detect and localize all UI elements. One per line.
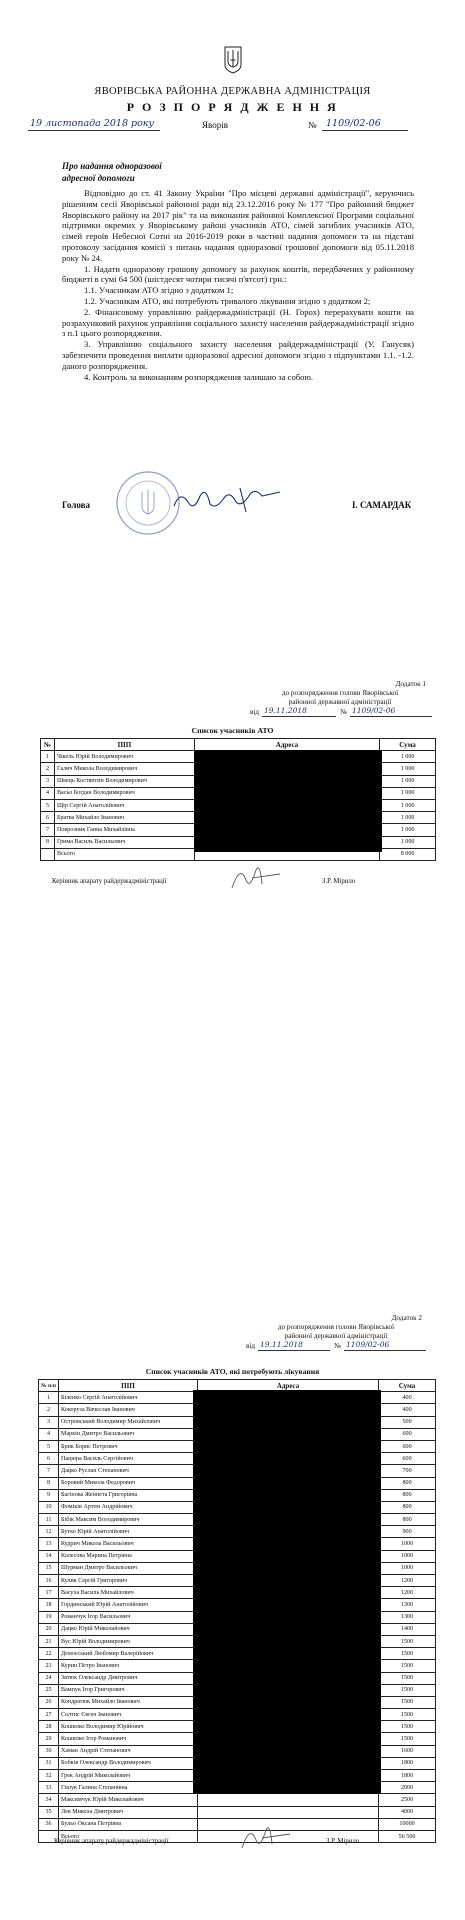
table-row [39,1794,436,1806]
row-name: Курин Петро Іванович [59,1660,198,1672]
appendix-2-title: Список учасників АТО, які потребують лікування [145,1367,320,1376]
column-header-name: ПІП [59,1380,198,1392]
order-subject [62,160,162,184]
appendix-1-date-underline [262,716,336,717]
subject-line-1: Про надання одноразової [62,161,162,171]
row-name: Багінова Женнета Григорівна [59,1489,198,1501]
appendix-2-label: Додаток 2 [391,1314,422,1322]
row-sum: 1300 [379,1611,436,1623]
row-number: 7 [39,1465,59,1477]
row-sum: 2500 [379,1794,436,1806]
row-number: 8 [41,836,55,848]
total-empty-cell [41,848,55,860]
row-number: 10 [39,1501,59,1513]
appendix-2-signature-icon [236,1822,296,1852]
column-header-sum: Сума [380,739,436,751]
column-header-address: Адреса [197,1380,378,1392]
row-name: Бібік Максим Володимирович [59,1514,198,1526]
row-name: Кошилко Володимир Юрійович [59,1721,198,1733]
row-sum: 600 [379,1428,436,1440]
row-name: Гординський Юрій Анатолійович [59,1599,198,1611]
row-number: 24 [39,1672,59,1684]
row-sum: 900 [379,1526,436,1538]
total-sum: 8 000 [380,848,436,860]
row-name: Біленко Сергій Анатолійович [59,1392,198,1404]
row-name: Поврозник Ганна Михайлівна [54,824,194,836]
row-number: 1 [41,751,55,763]
document-title: Р О З П О Р Я Д Ж Е Н Н Я [126,100,339,114]
row-sum: 800 [379,1477,436,1489]
row-number: 6 [39,1453,59,1465]
row-name: Кулик Сергій Григорович [59,1575,198,1587]
row-name: Бобків Олександр Володимирович [59,1757,198,1769]
column-header-number: № п/п [39,1380,59,1392]
row-name: Дацко Руслан Степанович [59,1465,198,1477]
total-label: Всього [54,848,194,860]
appendix-1-page [0,660,465,1280]
row-sum: 500 [379,1416,436,1428]
paragraph-item-1-1: 1.1. Учасникам АТО згідно з додатком 1; [84,285,234,296]
row-name: Романчук Ігор Васильович [59,1611,198,1623]
row-sum: 1 000 [380,824,436,836]
paragraph-item-1: 1. Надати одноразову грошову допомогу за рахунок коштів, передбачених у районному бюджеті в сумі 64 500 (шістдесят чотири тисячі п'ятсот) грн.: [62,263,414,285]
row-name: Фоміків Артем Андрійович [59,1501,198,1513]
order-number: 1109/02-06 [326,118,381,129]
row-number: 35 [39,1806,59,1818]
row-name: Васуха Василь Михайлович [59,1587,198,1599]
redacted-addresses [194,750,382,852]
row-name: Швець Костянтин Володимирович [54,775,194,787]
row-sum: 700 [379,1465,436,1477]
appendix-2-footer-right: З.Р. Мірило [326,1838,360,1845]
row-sum: 1500 [379,1733,436,1745]
row-name: Островський Володимир Михайлович [59,1416,198,1428]
appendix-2-header-line3: районної державної адміністрації [284,1332,388,1341]
row-sum: 600 [379,1453,436,1465]
order-number-sign: № [308,120,317,130]
paragraph-item-2: 2. Фінансовому управлінню райдержадміністрації (Н. Горох) перерахувати кошти на розрахунковий рахунок управління соціального захисту населення райдержадміністрації згідно з п.1 цього розпорядження. [62,306,414,339]
row-number: 26 [39,1696,59,1708]
row-sum: 1000 [379,1550,436,1562]
row-number: 18 [39,1599,59,1611]
subject-line-2: адресної допомоги [62,173,135,183]
appendix-1-date: 19.11.2018 [264,706,307,715]
paragraph-item-4: 4. Контроль за виконанням розпорядження залишаю за собою. [84,371,314,382]
row-name: Шурман Дмитро Васильович [59,1562,198,1574]
row-name: Кошилко Ігор Романович [59,1733,198,1745]
row-sum: 1 000 [380,751,436,763]
row-name: Хаман Андрій Степанович [59,1745,198,1757]
row-number: 3 [41,775,55,787]
appendix-2-header-line2: до розпорядження голови Яворівської [277,1323,395,1332]
row-sum: 800 [379,1501,436,1513]
row-name: Кокоруза Вячеслав Іванович [59,1404,198,1416]
row-name: Гішук Галина Степанівна [59,1782,198,1794]
paragraph-item-3: 3. Управлінню соціального захисту населення райдержадміністрації (У. Ганусяк) забезпечити проведення виплати одноразової адресної допомоги згідно з підпунктами 1.1. -1.2. даного розпорядження. [62,339,414,371]
appendix-1-header-line2: до розпорядження голови Яворівської [281,689,399,698]
row-sum: 1500 [379,1709,436,1721]
appendix-2-date: 19.11.2018 [260,1340,303,1349]
appendix-1-title: Список учасників АТО [191,726,274,735]
appendix-1-header [240,680,440,708]
appendix-2-number: 1109/02-06 [346,1340,390,1349]
signatory-role: Голова [62,500,91,510]
row-number: 16 [39,1575,59,1587]
row-sum: 1600 [379,1745,436,1757]
row-name: Зятюк Олександр Дмитрович [59,1672,198,1684]
row-number: 3 [39,1416,59,1428]
row-sum: 1200 [379,1587,436,1599]
row-sum: 400 [379,1404,436,1416]
row-name: Брик Борис Петрович [59,1440,198,1452]
row-sum: 1500 [379,1672,436,1684]
row-number: 4 [41,787,55,799]
row-number: 29 [39,1733,59,1745]
row-sum: 1500 [379,1721,436,1733]
table-row [39,1806,436,1818]
row-name: Грима Василь Васильович [54,836,194,848]
row-number: 8 [39,1477,59,1489]
date-underline [28,130,160,131]
row-name: Пацюра Василь Сергійович [59,1453,198,1465]
paragraph-preamble: Відповідно до ст. 41 Закону України "Про місцеві державні адміністрації", керуючись рішенням сесії Яворівської районної ради від 23.12.2016 року № 177 "Про районний бюджет Яворівського району на 2017 рік" та на виконання районної Комплексної Програми соціальної підтримки окремих у Яворівському районі учасників АТО, сімей загиблих учасників АТО, сімей героїв Небесної Сотні на 2016-2019 роки в частині надання допомоги та на підставі протоколу засідання комісії з питань надання одноразової грошової допомоги від 05.11.2018 року № 24. [62,188,414,263]
appendix-2-number-sign: № [334,1342,341,1350]
appendix-1-footer-left: Керівник апарату райдержадміністрації [52,878,167,885]
row-sum: 1 000 [380,799,436,811]
row-number: 4 [39,1428,59,1440]
row-number: 15 [39,1562,59,1574]
total-sum: 56 500 [379,1830,436,1842]
appendix-1-header-line3: районної державної адміністрації [288,698,392,707]
row-number: 17 [39,1587,59,1599]
row-number: 13 [39,1538,59,1550]
row-sum: 10000 [379,1818,436,1830]
column-header-name: ПІП [54,739,194,751]
row-number: 28 [39,1721,59,1733]
row-number: 31 [39,1757,59,1769]
row-sum: 1 000 [380,836,436,848]
row-name: Щір Сергій Анатолійович [54,799,194,811]
appendix-1-footer-right: З.Р. Мірило [322,878,356,885]
row-sum: 800 [379,1514,436,1526]
row-sum: 2000 [379,1782,436,1794]
page-gap [0,1280,465,1304]
row-name: Вампук Ігор Григорович [59,1684,198,1696]
row-number: 32 [39,1770,59,1782]
row-sum: 1000 [379,1562,436,1574]
agency-name: ЯВОРІВСЬКА РАЙОННА ДЕРЖАВНА АДМІНІСТРАЦІЯ [94,86,371,97]
order-date: 19 листопада 2018 року [30,118,154,129]
row-sum: 1 000 [380,775,436,787]
row-sum: 1 000 [380,787,436,799]
row-sum: 1500 [379,1635,436,1647]
row-number: 2 [41,763,55,775]
column-header-address: Адреса [194,739,379,751]
row-sum: 1800 [379,1770,436,1782]
total-label: Всього [59,1830,198,1842]
column-header-number: № [41,739,55,751]
appendix-1-number-sign: № [340,708,347,716]
row-number: 11 [39,1514,59,1526]
row-number: 5 [39,1440,59,1452]
row-name: Кудрич Микола Васильович [59,1538,198,1550]
appendix-2-page [0,1300,465,1920]
row-number: 5 [41,799,55,811]
appendix-1-number-underline [350,716,432,717]
row-sum: 1 000 [380,812,436,824]
row-name: Вус Юрій Володимирович [59,1635,198,1647]
row-name: Кондратюк Михайло Іванович [59,1696,198,1708]
row-name: Максимчук Юрій Миколайович [59,1794,198,1806]
redacted-addresses [193,1390,381,1794]
row-number: 27 [39,1709,59,1721]
row-name: Демоєський Любомир Валерійович [59,1648,198,1660]
column-header-sum: Сума [379,1380,436,1392]
order-place: Яворів [202,120,228,130]
row-name: Братва Михайло Іванович [54,812,194,824]
row-number: 7 [41,824,55,836]
row-sum: 1500 [379,1696,436,1708]
appendix-1-signature-icon [226,862,286,892]
appendix-2-number-underline [344,1350,426,1351]
page-gap [0,640,465,664]
row-number: 23 [39,1660,59,1672]
row-sum: 400 [379,1392,436,1404]
row-name: Маркін Дмитро Васильович [59,1428,198,1440]
appendix-2-from: від [246,1342,256,1350]
appendix-2-header [236,1314,436,1342]
row-sum: 1500 [379,1648,436,1660]
row-number: 33 [39,1782,59,1794]
row-address [197,1806,378,1818]
row-name: Чікель Юрій Володимирович [54,751,194,763]
row-number: 22 [39,1648,59,1660]
row-number: 25 [39,1684,59,1696]
number-underline [322,130,408,131]
order-body [62,188,414,382]
row-number: 30 [39,1745,59,1757]
appendix-1-table-header [41,739,436,751]
appendix-1-from: від [250,708,260,716]
row-sum: 4000 [379,1806,436,1818]
row-sum: 1400 [379,1623,436,1635]
row-sum: 1500 [379,1660,436,1672]
row-number: 14 [39,1550,59,1562]
row-sum: 1800 [379,1757,436,1769]
paragraph-item-1-2: 1.2. Учасникам АТО, які потребують тривалого лікування згідно з додатком 2; [84,295,371,306]
row-sum: 1000 [379,1538,436,1550]
row-number: 12 [39,1526,59,1538]
row-sum: 1300 [379,1599,436,1611]
row-number: 2 [39,1404,59,1416]
row-sum: 600 [379,1440,436,1452]
appendix-1-number: 1109/02-06 [352,706,396,715]
trident-emblem-icon [224,46,242,74]
row-name: Дацко Юрій Миколайович [59,1623,198,1635]
row-name: Солтис Євген Іванович [59,1709,198,1721]
handwritten-signature-icon [170,482,290,516]
row-number: 21 [39,1635,59,1647]
row-sum: 1 000 [380,763,436,775]
row-sum: 1200 [379,1575,436,1587]
row-number: 9 [39,1489,59,1501]
row-number: 20 [39,1623,59,1635]
row-number: 6 [41,812,55,824]
row-address [197,1794,378,1806]
order-page [0,0,465,640]
row-name: Галич Микола Володимирович [54,763,194,775]
row-number: 34 [39,1794,59,1806]
row-number: 1 [39,1392,59,1404]
row-name: Бульо Оксана Петрівна [59,1818,198,1830]
row-number: 36 [39,1818,59,1830]
row-name: Колесова Марина Петрівна [59,1550,198,1562]
appendix-2-date-underline [258,1350,330,1351]
appendix-1-label: Додаток 1 [395,680,426,688]
row-number: 19 [39,1611,59,1623]
row-name: Лев Микола Дмитрович [59,1806,198,1818]
row-sum: 1500 [379,1684,436,1696]
row-name: Бутко Юрій Анатолійович [59,1526,198,1538]
row-name: Грек Андрій Миколайович [59,1770,198,1782]
row-sum: 800 [379,1489,436,1501]
signatory-name: І. САМАРДАК [352,500,412,510]
row-name: Боровий Микола Федорович [59,1477,198,1489]
appendix-2-footer-left: Керівник апарату райдержадміністрації [54,1838,169,1845]
row-name: Васьо Богдан Володимирович [54,787,194,799]
